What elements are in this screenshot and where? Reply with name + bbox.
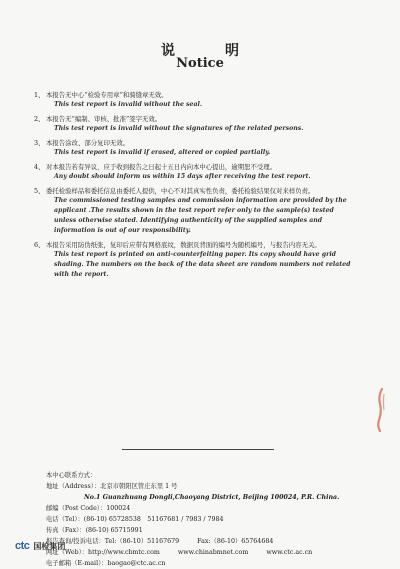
notice-number: 3、 <box>34 139 45 147</box>
contact-address: 地址（Address）：北京市朝阳区管庄东里 1 号 <box>46 483 178 490</box>
notice-number: 1、 <box>34 91 45 99</box>
notice-text-cn: 本报告采用防伪纸张，复印后应带有网格底纹，数据页背面的编号为随机编号，与报告内容无关。 <box>46 241 321 249</box>
company-name: 国检集团 <box>33 541 66 551</box>
company-logo <box>15 540 65 552</box>
seal-stamp-icon <box>376 388 386 432</box>
contact-postcode: 邮编（Post Code）：100024 <box>46 505 131 512</box>
notice-text-en: The commissioned testing samples and commission information are provided by the applicant .The results shown in the test report refer only to the sample(s) tested unless otherwise stated. Identifying authenticity of the supplied samples and information is out of our responsibility. <box>54 197 347 234</box>
notice-item <box>34 114 358 134</box>
notice-list <box>34 90 358 284</box>
notice-number: 4、 <box>34 163 45 171</box>
notice-item <box>34 138 358 158</box>
contact-address-en: No.1 Guanzhuang Dongli,Chaoyang District, Beijing 100024, P.R. China. <box>84 494 340 501</box>
notice-text-en: This test report is invalid without the signatures of the related persons. <box>54 125 304 132</box>
page-title-en: Notice <box>176 56 224 71</box>
contact-fax: 传真（Fax）：(86-10) 65715991 <box>46 527 143 534</box>
notice-text-cn: 本报告涂改、部分复印无效。 <box>46 139 130 147</box>
contact-complaint-tel: 报告查询/投诉电话：Tel:（86-10）51167679 <box>46 538 180 545</box>
contact-web-link-3[interactable]: www.ctc.ac.cn <box>266 549 313 556</box>
notice-number: 6、 <box>34 241 45 249</box>
notice-text-en: This test report is invalid if erased, altered or copied partially. <box>54 149 271 156</box>
notice-item <box>34 240 358 280</box>
notice-text-en: Any doubt should inform us within 15 days after receiving the test report. <box>54 173 311 180</box>
contact-heading: 本中心联系方式： <box>46 472 97 479</box>
contact-web-link-2[interactable]: www.chinabmnet.com <box>177 549 249 556</box>
section-divider <box>122 449 274 450</box>
notice-item <box>34 162 358 182</box>
notice-text-en: This test report is printed on anti-counterfeiting paper. Its copy should have grid shading. The numbers on the back of the data sheet are random numbers not related with the report. <box>54 251 351 278</box>
notice-text-cn: 对本报告若有异议，应于收到报告之日起十五日内向本中心提出，逾期恕不受理。 <box>46 163 277 171</box>
notice-text-cn: 本报告无中心“检验专用章”和骑缝章无效。 <box>46 91 168 99</box>
contact-tel: 电话（Tel）：(86-10) 65728538 51167681 / 7983 / 7984 <box>46 516 224 523</box>
notice-number: 5、 <box>34 187 45 195</box>
page-title-cn: 说 明 <box>161 43 257 59</box>
notice-item <box>34 90 358 110</box>
notice-text-cn: 本报告无“编制、审核、批准”签字无效。 <box>46 115 162 123</box>
contact-complaint-fax: Fax:（86-10）65764684 <box>197 538 274 545</box>
notice-text-en: This test report is invalid without the seal. <box>54 101 202 108</box>
contact-section <box>46 470 366 569</box>
contact-web-link[interactable]: 网址（Web）：http://www.cbmtc.com <box>46 549 160 556</box>
notice-text-cn: 委托检验样品和委托信息由委托人提供，中心不对其真实性负责，委托检验结果仅对来样负责。 <box>46 187 315 195</box>
contact-email[interactable]: 电子邮箱（E-mail）：baogao@ctc.ac.cn <box>46 560 166 567</box>
notice-number: 2、 <box>34 115 45 123</box>
notice-item <box>34 186 358 236</box>
ctc-logo-icon: ctc <box>15 540 30 552</box>
